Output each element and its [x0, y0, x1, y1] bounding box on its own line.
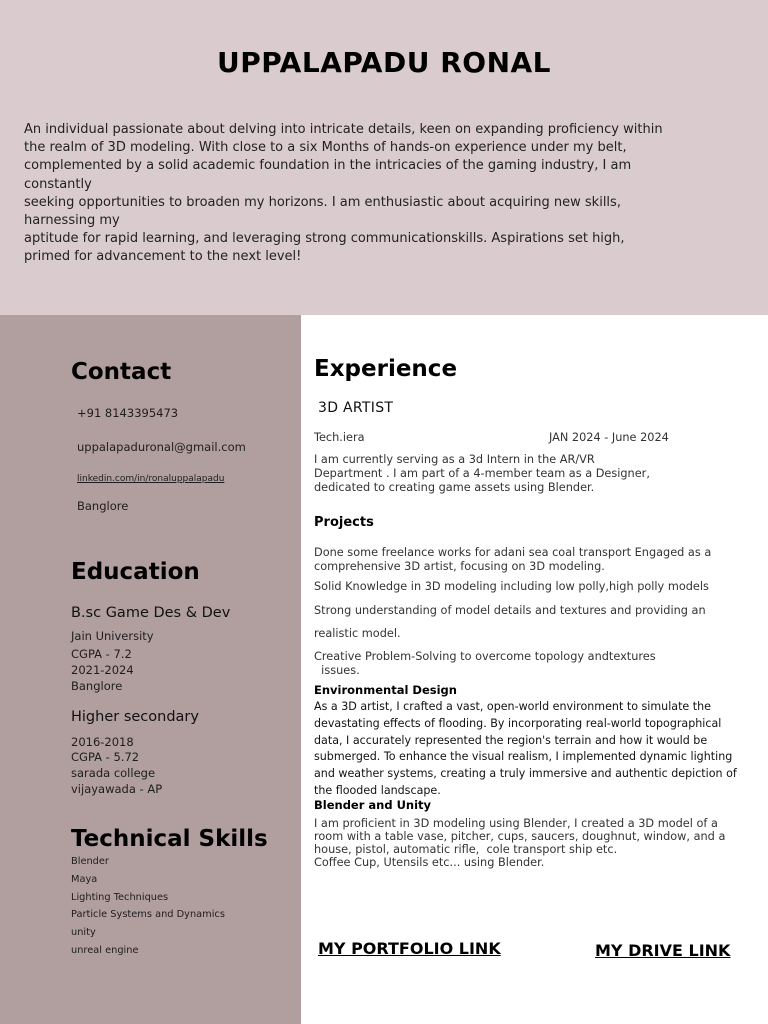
summary-line: harnessing my — [24, 213, 120, 229]
education-years: 2021-2024 — [71, 663, 134, 677]
project-knowledge: Solid Knowledge in 3D modeling including low polly,high polly models — [314, 580, 709, 593]
skill-item: Lighting Techniques — [71, 892, 169, 903]
project-freelance — [314, 546, 711, 574]
contact-location: Banglore — [77, 499, 129, 513]
env-line: devastating effects of flooding. By incorporating real-world topographical — [314, 716, 722, 730]
education-cgpa: CGPA - 7.2 — [71, 647, 132, 661]
blender-line: I am proficient in 3D modeling using Blender, I created a 3D model of a — [314, 817, 718, 830]
experience-line: I am currently serving as a 3d Intern in the AR/VR — [314, 453, 595, 466]
skill-item: unity — [71, 927, 96, 938]
blender-line: Coffee Cup, Utensils etc... using Blender. — [314, 856, 545, 869]
project-line: comprehensive 3D artist, focusing on 3D modeling. — [314, 560, 605, 573]
secondary-cgpa: CGPA - 5.72 — [71, 750, 140, 764]
experience-company: Tech.iera — [314, 431, 365, 444]
skill-item: Particle Systems and Dynamics — [71, 909, 225, 920]
summary-line: complemented by a solid academic foundation in the intricacies of the gaming industry, I am — [24, 158, 632, 174]
contact-linkedin-link[interactable]: linkedin.com/in/ronaluppalapadu — [77, 474, 225, 484]
secondary-heading: Higher secondary — [71, 709, 199, 725]
summary-line: An individual passionate about delving into intricate details, keen on expanding proficiency within — [24, 122, 663, 137]
project-line: Done some freelance works for adani sea coal transport Engaged as a — [314, 546, 712, 559]
experience-line: Department . I am part of a 4-member team as a Designer, — [314, 467, 650, 480]
contact-phone: +91 8143395473 — [77, 406, 179, 420]
secondary-college: sarada college — [71, 766, 156, 780]
experience-line: dedicated to creating game assets using Blender. — [314, 481, 595, 494]
env-design-title: Environmental Design — [314, 683, 457, 697]
blender-unity-description — [314, 817, 725, 869]
skills-heading: Technical Skills — [71, 826, 268, 852]
summary-paragraph — [24, 121, 734, 267]
education-location: Banglore — [71, 679, 123, 693]
env-line: the flooded landscape. — [314, 783, 441, 797]
env-design-description — [314, 699, 737, 800]
env-line: data, I accurately represented the region's terrain and how it would be — [314, 733, 708, 747]
blender-line: house, pistol, automatic rifle, cole transport ship etc. — [314, 843, 618, 856]
summary-line: seeking opportunities to broaden my horizons. I am enthusiastic about acquiring new skills, — [24, 194, 621, 210]
summary-line: primed for advancement to the next level! — [24, 249, 302, 265]
contact-email[interactable]: uppalapaduronal@gmail.com — [77, 440, 246, 454]
projects-heading: Projects — [314, 515, 374, 530]
project-understanding-cont: realistic model. — [314, 627, 401, 640]
portfolio-link[interactable]: MY PORTFOLIO LINK — [318, 939, 501, 958]
env-line: As a 3D artist, I crafted a vast, open-world environment to simulate the — [314, 700, 711, 713]
summary-line: the realm of 3D modeling. With close to a six Months of hands-on experience under my belt, — [24, 140, 627, 156]
experience-description — [314, 453, 650, 495]
education-university: Jain University — [71, 629, 154, 643]
skill-item: Maya — [71, 874, 98, 885]
project-problem-solving — [314, 650, 656, 678]
sidebar — [0, 315, 301, 1024]
project-line: Creative Problem-Solving to overcome topology andtextures — [314, 650, 656, 663]
experience-role: 3D ARTIST — [318, 400, 394, 416]
project-line: issues. — [314, 664, 360, 677]
main-content — [301, 315, 768, 1024]
blender-unity-title: Blender and Unity — [314, 798, 432, 812]
summary-line: aptitude for rapid learning, and leveraging strong communicationskills. Aspirations set high, — [24, 231, 625, 247]
env-line: submerged. To enhance the visual realism, I implemented dynamic lighting — [314, 750, 733, 764]
page-title: UPPALAPADU RONAL — [216, 46, 552, 79]
education-heading: Education — [71, 559, 200, 585]
education-degree: B.sc Game Des & Dev — [71, 605, 231, 621]
blender-line: room with a table vase, pitcher, cups, saucers, doughnut, window, and a — [314, 830, 726, 843]
contact-heading: Contact — [71, 359, 172, 385]
secondary-location: vijayawada - AP — [71, 782, 163, 796]
skill-item: unreal engine — [71, 945, 139, 956]
summary-line: constantly — [24, 176, 92, 192]
drive-link[interactable]: MY DRIVE LINK — [595, 941, 731, 960]
project-understanding: Strong understanding of model details and textures and providing an — [314, 604, 706, 617]
secondary-years: 2016-2018 — [71, 735, 134, 749]
experience-dates: JAN 2024 - June 2024 — [549, 431, 669, 444]
env-line: and weather systems, creating a truly immersive and authentic depiction of — [314, 767, 737, 781]
skill-item: Blender — [71, 856, 109, 867]
header-section — [0, 0, 768, 315]
experience-heading: Experience — [314, 356, 458, 382]
